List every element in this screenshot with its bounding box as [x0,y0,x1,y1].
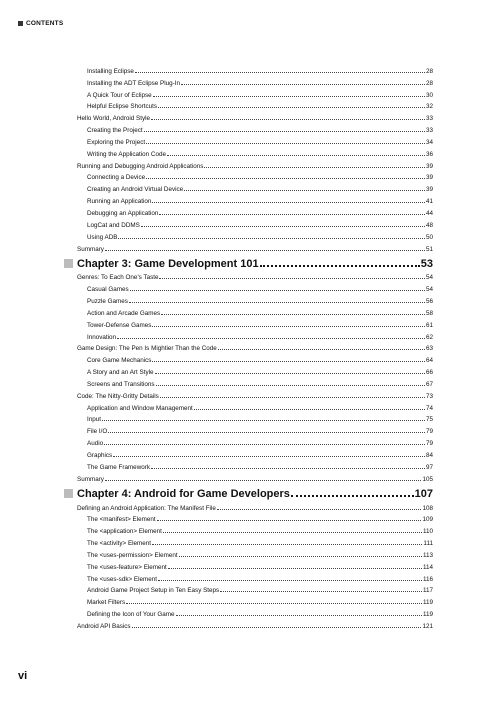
toc-entry-sub [77,400,433,412]
dot-leader [151,119,425,120]
dot-leader [152,326,425,327]
dot-leader [194,409,425,410]
toc-entry-title: The <uses-feature> Element [87,563,167,571]
toc-entry-title: Screens and Transitions [87,380,155,388]
toc-entry-title: Running an Application [87,198,152,206]
toc-entry-page: 32 [425,103,433,111]
toc-entry-title: Graphics [87,452,113,459]
toc-entry-title: Game Design: The Pen Is Mightier Than the Code [77,345,217,353]
toc-entry-sub [77,146,433,158]
toc-entry-page: 44 [425,209,433,217]
toc-entry-page: 62 [425,333,433,341]
dot-leader [161,314,425,315]
dot-leader [159,278,425,279]
dot-leader [152,202,425,203]
toc-entry-sub [77,87,433,99]
toc-entry-section [77,241,433,253]
toc-entry-title: Helpful Eclipse Shortcuts [87,103,157,111]
toc-entry-sub [77,435,433,447]
dot-leader [102,420,425,421]
dot-leader [135,72,425,73]
toc-entry-page: 79 [425,428,433,436]
toc-entry-sub [77,75,433,87]
toc-entry-page: 36 [425,150,433,158]
toc-entry-section [77,618,433,630]
toc-entry-page: 109 [422,516,433,524]
toc-entry-page: 56 [425,298,433,306]
toc-entry-page: 48 [425,221,433,229]
toc-entry-sub [77,583,433,595]
toc-entry-page: 28 [425,67,433,75]
dot-leader [132,627,422,628]
toc-entry-sub [77,447,433,459]
dot-leader [204,167,425,168]
dot-leader [160,397,425,398]
toc-entry-sub [77,63,433,75]
toc-entry-title: Exploring the Project [87,138,146,146]
toc-entry-title: Android API Basics [77,622,131,630]
toc-entry-page: 116 [422,575,433,583]
toc-entry-section [77,110,433,122]
dot-leader [105,480,422,481]
toc-entry-title: The <application> Element [87,528,162,536]
toc-entry-title: Casual Games [87,286,129,294]
dot-leader [184,190,425,191]
toc-entry-title: LogCat and DDMS [87,221,140,229]
toc-entry-page: 39 [425,162,433,170]
toc-entry-page: 63 [425,345,433,353]
toc-entry-sub [77,459,433,471]
toc-entry-title: The Game Framework [87,463,150,471]
toc-entry-title: Innovation [87,333,117,341]
toc-entry-page: 58 [425,309,433,317]
toc-entry-chapter [77,253,433,270]
toc-entry-sub [77,523,433,535]
toc-entry-page: 113 [422,551,433,559]
toc-entry-sub [77,571,433,583]
toc-entry-sub [77,205,433,217]
toc-entry-title: Audio [87,440,104,448]
toc-entry-title: Creating the Project [87,127,143,135]
toc-entry-title: Tower-Defense Games [87,321,152,329]
toc-entry-title: Genres: To Each One's Taste [77,274,159,282]
toc-entry-title: Chapter 4: Android for Game Developers [77,487,290,500]
toc-entry-section [77,500,433,512]
dot-leader [218,349,425,350]
toc-entry-sub [77,134,433,146]
dot-leader [118,238,425,239]
dot-leader [157,520,422,521]
toc-entry-title: Input [87,416,102,424]
dot-leader [144,131,425,132]
dot-leader [104,444,425,445]
dot-leader [158,107,425,108]
toc-entry-sub [77,423,433,435]
toc-entry-page: 54 [425,286,433,294]
toc-entry-sub [77,606,433,618]
toc-entry-title: Market Filters [87,599,126,607]
toc-entry-section [77,341,433,353]
running-header [18,20,63,27]
toc-entry-section [77,388,433,400]
toc-entry-sub [77,193,433,205]
page-number: vi [18,670,28,682]
toc-entry-sub [77,99,433,111]
header-square-icon [18,21,23,26]
toc-entry-sub [77,229,433,241]
toc-entry-sub [77,559,433,571]
toc-entry-title: Running and Debugging Android Applications [77,162,204,170]
toc-entry-sub [77,305,433,317]
toc-entry-title: Writing the Application Code [87,150,166,158]
toc-entry-page: 119 [422,611,433,619]
toc-entry-section [77,270,433,282]
toc-entry-chapter [77,483,433,500]
toc-entry-title: Hello World, Android Style [77,115,151,123]
dot-leader [141,226,425,227]
toc-entry-page: 30 [425,91,433,99]
toc-entry-page: 34 [425,138,433,146]
dot-leader [155,373,425,374]
toc-entry-sub [77,122,433,134]
dot-leader [163,532,422,533]
toc-entry-title: The <manifest> Element [87,516,156,524]
toc-entry-page: 39 [425,186,433,194]
toc-entry-title: Application and Window Management [87,404,193,412]
header-label: CONTENTS [26,20,64,27]
toc-entry-page: 114 [422,563,433,571]
toc-entry-page: 67 [425,380,433,388]
dot-leader [129,302,425,303]
dot-leader [158,580,422,581]
toc-entry-sub [77,329,433,341]
toc-entry-sub [77,217,433,229]
toc-entry-sub [77,181,433,193]
toc-entry-section [77,158,433,170]
toc-entry-title: Puzzle Games [87,298,128,306]
toc-entry-sub [77,376,433,388]
toc-entry-title: The <activity> Element [87,540,152,548]
dot-leader [176,615,422,616]
toc-entry-page: 51 [425,245,433,253]
toc-entry-title: File I/O [87,428,108,436]
toc-entry-title: Installing Eclipse [87,67,134,75]
toc-entry-page: 110 [422,528,433,536]
dot-leader [179,556,422,557]
dot-leader [260,265,420,267]
toc-entry-title: A Quick Tour of Eclipse [87,91,152,99]
toc-entry-title: Using ADB [87,233,118,241]
toc-entry-sub [77,281,433,293]
toc-entry-title: Creating an Android Virtual Device [87,186,184,194]
toc-entry-page: 54 [425,274,433,282]
dot-leader [181,84,425,85]
toc-entry-title: Defining an Android Application: The Manifest File [77,504,216,512]
toc-entry-title: Defining the Icon of Your Game [87,611,175,619]
toc-entry-title: Chapter 3: Game Development 101 [77,257,259,270]
toc-entry-sub [77,293,433,305]
toc-entry-title: The <uses-sdk> Element [87,575,158,583]
toc-entry-page: 41 [425,198,433,206]
toc-entry-page: 79 [425,440,433,448]
toc-entry-page: 97 [425,463,433,471]
dot-leader [167,155,425,156]
toc-entry-section [77,471,433,483]
toc-entry-page: 75 [425,416,433,424]
toc-entry-title: Connecting a Device [87,174,146,182]
dot-leader [291,495,414,497]
dot-leader [151,468,425,469]
toc-entry-page: 39 [425,174,433,182]
toc-entry-page: 121 [422,622,433,630]
toc-entry-sub [77,547,433,559]
toc-entry-title: Summary [77,245,104,253]
toc-entry-page: 53 [420,257,433,270]
toc-entry-page: 84 [425,452,433,459]
toc-entry-page: 61 [425,321,433,329]
toc-entry-title: Installing the ADT Eclipse Plug-In [87,79,180,87]
toc-entry-page: 73 [425,392,433,400]
dot-leader [220,591,422,592]
toc-entry-page: 117 [422,587,433,595]
toc-entry-page: 105 [422,475,433,483]
toc-entry-page: 74 [425,404,433,412]
toc-entry-sub [77,535,433,547]
toc-entry-page: 28 [425,79,433,87]
toc-entry-page: 111 [423,540,433,548]
dot-leader [156,385,425,386]
dot-leader [126,603,422,604]
table-of-contents [77,63,433,630]
toc-entry-sub [77,352,433,364]
dot-leader [130,290,425,291]
toc-entry-title: Code: The Nitty-Gritty Details [77,392,159,400]
toc-entry-title: Debugging an Application [87,209,159,217]
dot-leader [168,568,422,569]
toc-entry-page: 33 [425,115,433,123]
toc-entry-title: Core Game Mechanics [87,357,152,365]
toc-entry-sub [77,512,433,524]
toc-entry-page: 64 [425,357,433,365]
dot-leader [152,544,422,545]
dot-leader [153,96,425,97]
toc-entry-title: A Story and an Art Style [87,369,154,377]
dot-leader [117,338,425,339]
dot-leader [217,509,422,510]
toc-entry-title: Android Game Project Setup in Ten Easy Steps [87,587,220,595]
toc-entry-title: The <uses-permission> Element [87,551,178,559]
toc-entry-title: Summary [77,475,104,483]
toc-entry-page: 50 [425,233,433,241]
dot-leader [113,456,425,457]
toc-entry-page: 33 [425,127,433,135]
dot-leader [146,178,425,179]
toc-entry-title: Action and Arcade Games [87,309,161,317]
dot-leader [105,250,425,251]
chapter-marker-icon [64,489,73,498]
dot-leader [146,143,425,144]
toc-entry-page: 119 [422,599,433,607]
toc-entry-sub [77,170,433,182]
toc-entry-sub [77,317,433,329]
toc-entry-sub [77,364,433,376]
toc-entry-page: 66 [425,369,433,377]
toc-entry-page: 108 [422,504,433,512]
chapter-marker-icon [64,259,73,268]
dot-leader [108,432,425,433]
toc-entry-page: 107 [414,487,433,500]
toc-entry-sub [77,412,433,424]
toc-entry-sub [77,594,433,606]
dot-leader [159,214,425,215]
dot-leader [152,361,425,362]
